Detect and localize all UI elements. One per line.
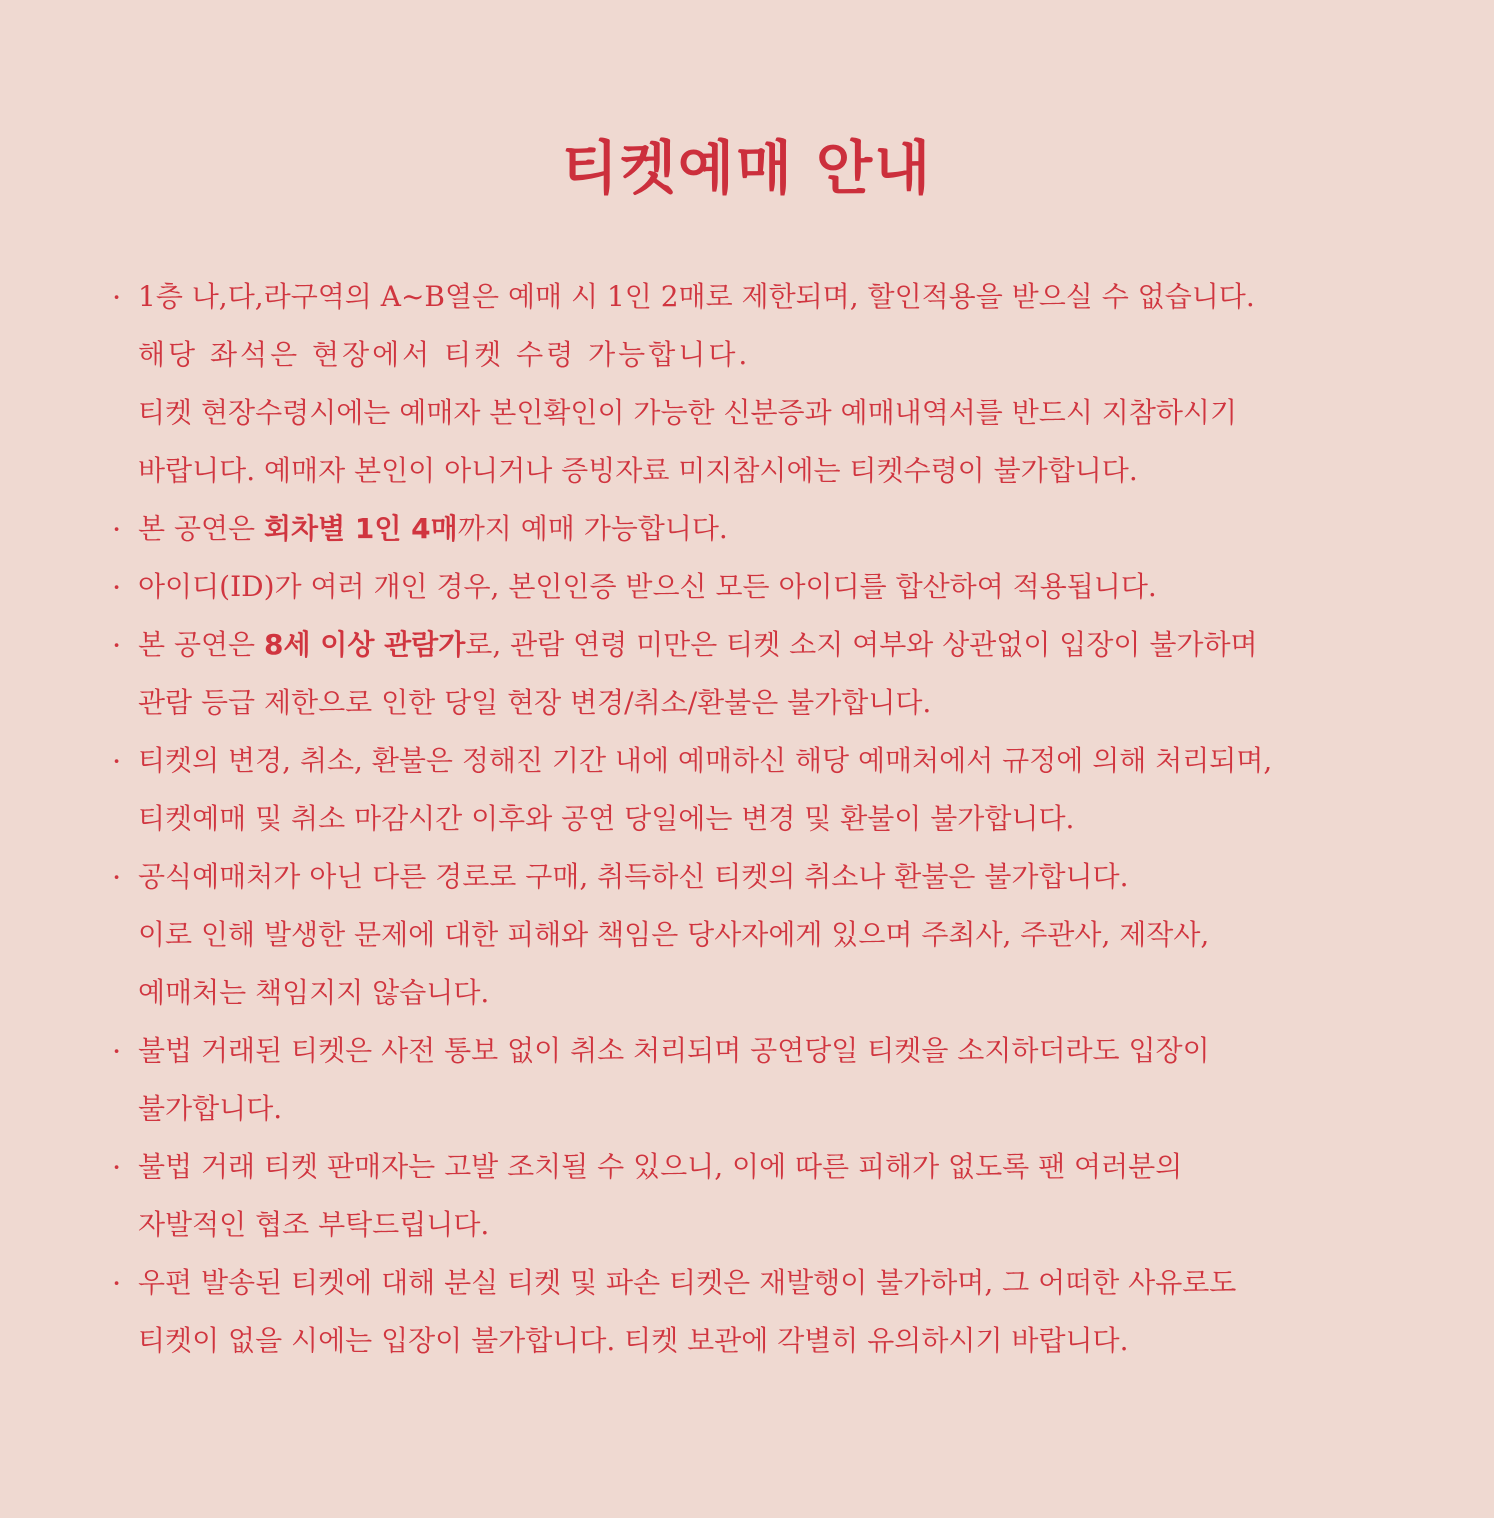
notice-line: 티켓예매 및 취소 마감시간 이후와 공연 당일에는 변경 및 환불이 불가합니다. [138, 802, 1075, 835]
bullet-dot: · [112, 1034, 122, 1068]
notice-item-3 [108, 558, 1428, 616]
notice-line: 불가합니다. [138, 1092, 283, 1125]
notice-line: 자발적인 협조 부탁드립니다. [138, 1208, 490, 1241]
bullet-dot: · [112, 280, 122, 314]
notice-line: 불법 거래 티켓 판매자는 고발 조치될 수 있으니, 이에 따른 피해가 없도록 팬 여러분의 [138, 1150, 1183, 1183]
notice-line: 우편 발송된 티켓에 대해 분실 티켓 및 파손 티켓은 재발행이 불가하며, 그 어떠한 사유로도 [138, 1266, 1237, 1299]
notice-item-5 [108, 732, 1428, 848]
notice-line: 아이디(ID)가 여러 개인 경우, 본인인증 받으신 모든 아이디를 합산하여 적용됩니다. [138, 570, 1157, 603]
notice-line [138, 500, 1428, 558]
emphasis-text: 회차별 1인 4매 [264, 512, 458, 545]
notice-line: 바랍니다. 예매자 본인이 아니거나 증빙자료 미지참시에는 티켓수령이 불가합니다. [138, 454, 1138, 487]
notice-line: 불법 거래된 티켓은 사전 통보 없이 취소 처리되며 공연당일 티켓을 소지하더라도 입장이 [138, 1034, 1210, 1067]
notice-item-2 [108, 500, 1428, 558]
notice-text: 까지 예매 가능합니다. [457, 512, 728, 545]
notice-line: 티켓이 없을 시에는 입장이 불가합니다. 티켓 보관에 각별히 유의하시기 바랍니다. [138, 1324, 1129, 1357]
notice-item-4 [108, 616, 1428, 732]
notice-line: 1층 나,다,라구역의 A~B열은 예매 시 1인 2매로 제한되며, 할인적용을 받으실 수 없습니다. [138, 280, 1255, 313]
notice-line: 공식예매처가 아닌 다른 경로로 구매, 취득하신 티켓의 취소나 환불은 불가합니다. [138, 860, 1129, 893]
bullet-dot: · [112, 512, 122, 546]
notice-line: 티켓 현장수령시에는 예매자 본인확인이 가능한 신분증과 예매내역서를 반드시 지참하시기 [138, 396, 1238, 429]
notice-line: 해당 좌석은 현장에서 티켓 수령 가능합니다. [138, 338, 751, 371]
notice-text: 본 공연은 [138, 512, 264, 545]
bullet-dot: · [112, 1150, 122, 1184]
bullet-dot: · [112, 570, 122, 604]
page-title: 티켓예매 안내 [561, 134, 933, 202]
notice-item-9 [108, 1254, 1428, 1370]
notice-line [138, 616, 1428, 674]
notice-line: 예매처는 책임지지 않습니다. [138, 976, 490, 1009]
bullet-dot: · [112, 628, 122, 662]
bullet-dot: · [112, 744, 122, 778]
notice-text: 로, 관람 연령 미만은 티켓 소지 여부와 상관없이 입장이 불가하며 [465, 628, 1258, 661]
notice-item-8 [108, 1138, 1428, 1254]
emphasis-text: 8세 이상 관람가 [264, 628, 466, 661]
notice-line: 관람 등급 제한으로 인한 당일 현장 변경/취소/환불은 불가합니다. [138, 686, 932, 719]
notice-list [108, 268, 1428, 1370]
notice-line: 티켓의 변경, 취소, 환불은 정해진 기간 내에 예매하신 해당 예매처에서 규정에 의해 처리되며, [138, 744, 1273, 777]
notice-line: 이로 인해 발생한 문제에 대한 피해와 책임은 당사자에게 있으며 주최사, 주관사, 제작사, [138, 918, 1210, 951]
notice-item-1 [108, 268, 1428, 500]
notice-text: 본 공연은 [138, 628, 264, 661]
bullet-dot: · [112, 860, 122, 894]
notice-item-6 [108, 848, 1428, 1022]
notice-item-7 [108, 1022, 1428, 1138]
bullet-dot: · [112, 1266, 122, 1300]
